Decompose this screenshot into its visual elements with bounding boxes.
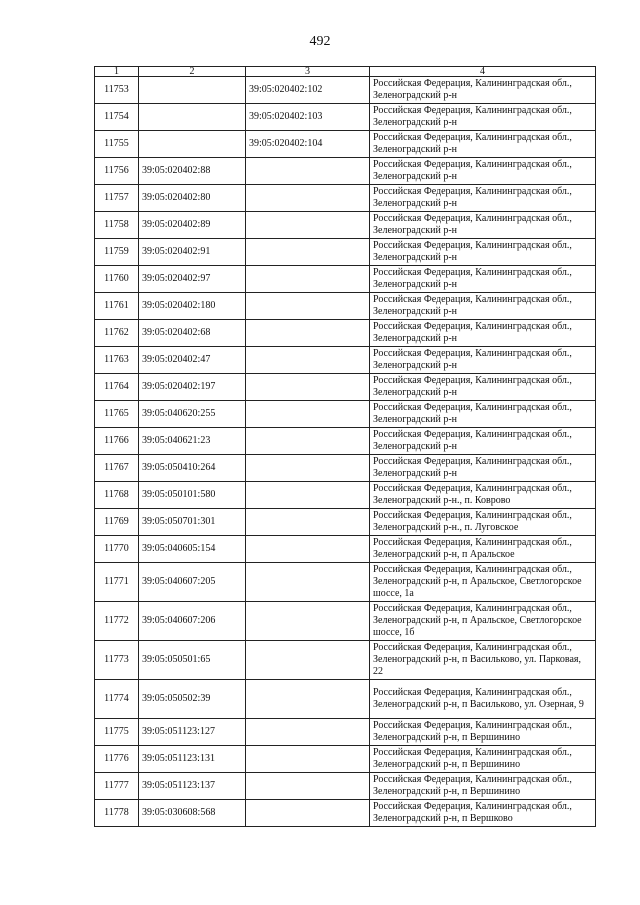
cell-cadastral-number-alt	[246, 428, 370, 455]
cell-address: Российская Федерация, Калининградская обл., Зеленоградский р-н., п. Коврово	[370, 482, 596, 509]
cell-cadastral-number-alt	[246, 482, 370, 509]
cell-cadastral-number-alt	[246, 563, 370, 602]
cell-number: 11772	[95, 602, 139, 641]
table-row	[95, 680, 596, 719]
table-row	[95, 641, 596, 680]
cell-number: 11770	[95, 536, 139, 563]
cell-cadastral-number-alt	[246, 347, 370, 374]
cell-cadastral-number: 39:05:020402:97	[139, 266, 246, 293]
cell-address: Российская Федерация, Калининградская обл., Зеленоградский р-н	[370, 401, 596, 428]
table-row	[95, 800, 596, 827]
table-row	[95, 719, 596, 746]
cell-cadastral-number: 39:05:020402:47	[139, 347, 246, 374]
cell-cadastral-number-alt	[246, 680, 370, 719]
cell-number: 11777	[95, 773, 139, 800]
cell-number: 11756	[95, 158, 139, 185]
cell-address: Российская Федерация, Калининградская обл., Зеленоградский р-н, п Васильково, ул. Озерная, 9	[370, 680, 596, 719]
cell-number: 11757	[95, 185, 139, 212]
cell-cadastral-number-alt: 39:05:020402:104	[246, 131, 370, 158]
table-row	[95, 131, 596, 158]
cell-number: 11766	[95, 428, 139, 455]
cell-cadastral-number	[139, 131, 246, 158]
table-row	[95, 158, 596, 185]
table-row	[95, 773, 596, 800]
cell-cadastral-number-alt	[246, 773, 370, 800]
cell-cadastral-number: 39:05:020402:197	[139, 374, 246, 401]
table-row	[95, 509, 596, 536]
table-row	[95, 212, 596, 239]
table-row	[95, 401, 596, 428]
cell-number: 11765	[95, 401, 139, 428]
cell-number: 11761	[95, 293, 139, 320]
cell-number: 11754	[95, 104, 139, 131]
cell-address: Российская Федерация, Калининградская обл., Зеленоградский р-н	[370, 77, 596, 104]
column-header: 1	[95, 67, 139, 77]
cell-cadastral-number: 39:05:051123:131	[139, 746, 246, 773]
cell-cadastral-number-alt	[246, 401, 370, 428]
cell-cadastral-number-alt: 39:05:020402:102	[246, 77, 370, 104]
cell-cadastral-number-alt	[246, 158, 370, 185]
cell-number: 11773	[95, 641, 139, 680]
table-row	[95, 536, 596, 563]
cell-number: 11769	[95, 509, 139, 536]
column-header: 3	[246, 67, 370, 77]
cell-cadastral-number: 39:05:020402:80	[139, 185, 246, 212]
cell-cadastral-number: 39:05:040607:205	[139, 563, 246, 602]
cell-cadastral-number: 39:05:050502:39	[139, 680, 246, 719]
cell-address: Российская Федерация, Калининградская обл., Зеленоградский р-н	[370, 455, 596, 482]
cell-number: 11753	[95, 77, 139, 104]
cell-number: 11758	[95, 212, 139, 239]
cell-cadastral-number: 39:05:040607:206	[139, 602, 246, 641]
cell-address: Российская Федерация, Калининградская обл., Зеленоградский р-н	[370, 293, 596, 320]
cell-cadastral-number: 39:05:020402:68	[139, 320, 246, 347]
table-row	[95, 455, 596, 482]
cell-cadastral-number-alt	[246, 293, 370, 320]
table-row	[95, 428, 596, 455]
registry-table	[94, 66, 596, 827]
cell-cadastral-number-alt	[246, 455, 370, 482]
page-number: 492	[309, 34, 331, 49]
cell-number: 11771	[95, 563, 139, 602]
cell-cadastral-number: 39:05:050101:580	[139, 482, 246, 509]
cell-cadastral-number-alt	[246, 719, 370, 746]
cell-cadastral-number	[139, 77, 246, 104]
cell-address: Российская Федерация, Калининградская обл., Зеленоградский р-н, п Аральское	[370, 536, 596, 563]
cell-cadastral-number-alt: 39:05:020402:103	[246, 104, 370, 131]
table-row	[95, 320, 596, 347]
table-row	[95, 239, 596, 266]
column-header: 4	[370, 67, 596, 77]
cell-address: Российская Федерация, Калининградская обл., Зеленоградский р-н, п Вершинино	[370, 719, 596, 746]
cell-cadastral-number: 39:05:040621:23	[139, 428, 246, 455]
cell-cadastral-number-alt	[246, 185, 370, 212]
table-row	[95, 266, 596, 293]
cell-number: 11759	[95, 239, 139, 266]
cell-number: 11760	[95, 266, 139, 293]
table-row	[95, 293, 596, 320]
cell-address: Российская Федерация, Калининградская обл., Зеленоградский р-н	[370, 239, 596, 266]
cell-cadastral-number-alt	[246, 509, 370, 536]
cell-cadastral-number: 39:05:020402:89	[139, 212, 246, 239]
cell-cadastral-number: 39:05:050501:65	[139, 641, 246, 680]
cell-address: Российская Федерация, Калининградская обл., Зеленоградский р-н	[370, 266, 596, 293]
cell-cadastral-number: 39:05:040605:154	[139, 536, 246, 563]
cell-cadastral-number-alt	[246, 602, 370, 641]
cell-address: Российская Федерация, Калининградская обл., Зеленоградский р-н	[370, 131, 596, 158]
table-row	[95, 104, 596, 131]
table-row	[95, 185, 596, 212]
cell-cadastral-number-alt	[246, 212, 370, 239]
cell-number: 11767	[95, 455, 139, 482]
cell-number: 11755	[95, 131, 139, 158]
cell-cadastral-number: 39:05:020402:91	[139, 239, 246, 266]
cell-cadastral-number: 39:05:051123:127	[139, 719, 246, 746]
cell-address: Российская Федерация, Калининградская обл., Зеленоградский р-н	[370, 158, 596, 185]
table-row	[95, 77, 596, 104]
cell-cadastral-number: 39:05:020402:180	[139, 293, 246, 320]
cell-cadastral-number-alt	[246, 239, 370, 266]
table-row	[95, 602, 596, 641]
cell-number: 11776	[95, 746, 139, 773]
cell-address: Российская Федерация, Калининградская обл., Зеленоградский р-н	[370, 185, 596, 212]
column-header: 2	[139, 67, 246, 77]
cell-cadastral-number: 39:05:030608:568	[139, 800, 246, 827]
cell-number: 11768	[95, 482, 139, 509]
cell-cadastral-number-alt	[246, 746, 370, 773]
cell-address: Российская Федерация, Калининградская обл., Зеленоградский р-н	[370, 104, 596, 131]
cell-cadastral-number: 39:05:050410:264	[139, 455, 246, 482]
cell-address: Российская Федерация, Калининградская обл., Зеленоградский р-н, п Аральское, Светлогорское шоссе, 1б	[370, 602, 596, 641]
table-row	[95, 746, 596, 773]
cell-cadastral-number: 39:05:020402:88	[139, 158, 246, 185]
cell-address: Российская Федерация, Калининградская обл., Зеленоградский р-н., п. Луговское	[370, 509, 596, 536]
cell-number: 11774	[95, 680, 139, 719]
cell-cadastral-number: 39:05:040620:255	[139, 401, 246, 428]
cell-number: 11764	[95, 374, 139, 401]
cell-cadastral-number-alt	[246, 320, 370, 347]
cell-number: 11775	[95, 719, 139, 746]
table-row	[95, 563, 596, 602]
cell-address: Российская Федерация, Калининградская обл., Зеленоградский р-н	[370, 212, 596, 239]
table-body	[95, 77, 596, 827]
cell-address: Российская Федерация, Калининградская обл., Зеленоградский р-н, п Вершинино	[370, 746, 596, 773]
cell-address: Российская Федерация, Калининградская обл., Зеленоградский р-н, п Вершинино	[370, 773, 596, 800]
table-row	[95, 374, 596, 401]
cell-cadastral-number-alt	[246, 374, 370, 401]
cell-cadastral-number-alt	[246, 641, 370, 680]
cell-address: Российская Федерация, Калининградская обл., Зеленоградский р-н, п Вершково	[370, 800, 596, 827]
cell-cadastral-number-alt	[246, 266, 370, 293]
cell-address: Российская Федерация, Калининградская обл., Зеленоградский р-н	[370, 374, 596, 401]
cell-cadastral-number: 39:05:051123:137	[139, 773, 246, 800]
header-row	[95, 67, 596, 77]
cell-address: Российская Федерация, Калининградская обл., Зеленоградский р-н, п Аральское, Светлогорское шоссе, 1а	[370, 563, 596, 602]
cell-cadastral-number-alt	[246, 536, 370, 563]
cell-address: Российская Федерация, Калининградская обл., Зеленоградский р-н	[370, 428, 596, 455]
cell-number: 11762	[95, 320, 139, 347]
table-row	[95, 482, 596, 509]
cell-cadastral-number-alt	[246, 800, 370, 827]
cell-cadastral-number: 39:05:050701:301	[139, 509, 246, 536]
cell-cadastral-number	[139, 104, 246, 131]
cell-address: Российская Федерация, Калининградская обл., Зеленоградский р-н	[370, 320, 596, 347]
cell-number: 11763	[95, 347, 139, 374]
cell-number: 11778	[95, 800, 139, 827]
cell-address: Российская Федерация, Калининградская обл., Зеленоградский р-н, п Васильково, ул. Парковая, 22	[370, 641, 596, 680]
table-row	[95, 347, 596, 374]
cell-address: Российская Федерация, Калининградская обл., Зеленоградский р-н	[370, 347, 596, 374]
